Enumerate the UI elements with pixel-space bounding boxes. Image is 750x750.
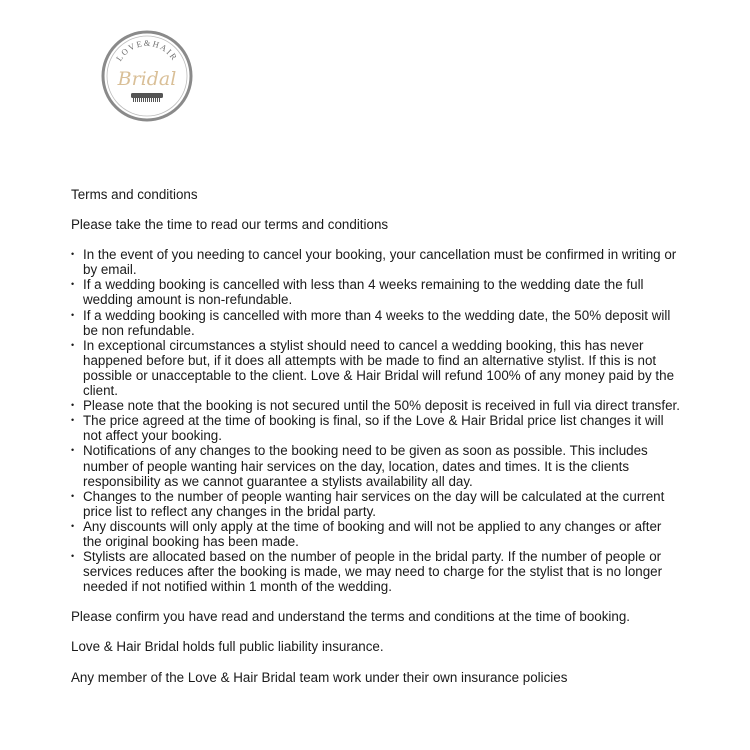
bullet-icon: • <box>71 490 75 501</box>
list-item <box>71 398 683 413</box>
list-item <box>71 489 683 519</box>
list-item <box>71 413 683 443</box>
term-text: Changes to the number of people wanting hair services on the day will be calculated at the current price list to reflect any changes in the bridal party. <box>83 488 665 519</box>
brand-logo <box>100 29 194 123</box>
bullet-icon: • <box>71 445 75 456</box>
bullet-icon: • <box>71 249 75 260</box>
confirm-statement: Please confirm you have read and understand the terms and conditions at the time of booking. <box>71 609 631 625</box>
term-text: In exceptional circumstances a stylist should need to cancel a wedding booking, this has never happened before but, if it does all attempts with be made to find an alternative stylist. If this is not possible or unacceptable to the client. Love & Hair Bridal will refund 100% of any money paid by the client. <box>83 337 675 399</box>
term-text: Notifications of any changes to the booking need to be given as soon as possible. This includes number of people wanting hair services on the day, location, dates and times. It is the clients responsibility as we cannot guarantee a stylists availability all day. <box>83 443 648 489</box>
term-text: If a wedding booking is cancelled with more than 4 weeks to the wedding date, the 50% deposit will be non refundable. <box>83 307 671 338</box>
document-title: Terms and conditions <box>71 187 198 202</box>
insurance-statement: Any member of the Love & Hair Bridal team work under their own insurance policies <box>71 669 568 685</box>
term-text: In the event of you needing to cancel your booking, your cancellation must be confirmed in writing or by email. <box>83 247 677 278</box>
document-intro: Please take the time to read our terms and conditions <box>71 217 389 233</box>
bullet-icon: • <box>71 551 75 562</box>
liability-statement: Love & Hair Bridal holds full public liability insurance. <box>71 639 384 655</box>
list-item <box>71 519 683 549</box>
logo-top-text: LOVE&HAIR <box>113 37 181 63</box>
terms-list <box>71 247 683 594</box>
logo-script-text: Bridal <box>117 68 177 90</box>
term-text: Stylists are allocated based on the number of people in the bridal party. If the number of people or services reduces after the booking is made, we may need to charge for the stylist that is no longer needed if not notified within 1 month of the wedding. <box>83 549 663 595</box>
bullet-icon: • <box>71 339 75 350</box>
term-text: Any discounts will only apply at the time of booking and will not be applied to any changes or after the original booking has been made. <box>83 518 662 549</box>
bullet-icon: • <box>71 520 75 531</box>
logo-emblem <box>100 29 194 123</box>
bullet-icon: • <box>71 415 75 426</box>
terms-document <box>71 187 683 685</box>
list-item <box>71 443 683 488</box>
term-text: The price agreed at the time of booking is final, so if the Love & Hair Bridal price list changes it will not affect your booking. <box>83 413 664 444</box>
bullet-icon: • <box>71 400 75 411</box>
list-item <box>71 549 683 594</box>
list-item <box>71 308 683 338</box>
list-item <box>71 338 683 398</box>
bullet-icon: • <box>71 279 75 290</box>
term-text: Please note that the booking is not secured until the 50% deposit is received in full via direct transfer. <box>83 398 680 414</box>
term-text: If a wedding booking is cancelled with less than 4 weeks remaining to the wedding date the full wedding amount is non-refundable. <box>83 277 644 308</box>
list-item <box>71 247 683 277</box>
bullet-icon: • <box>71 309 75 320</box>
list-item <box>71 277 683 307</box>
